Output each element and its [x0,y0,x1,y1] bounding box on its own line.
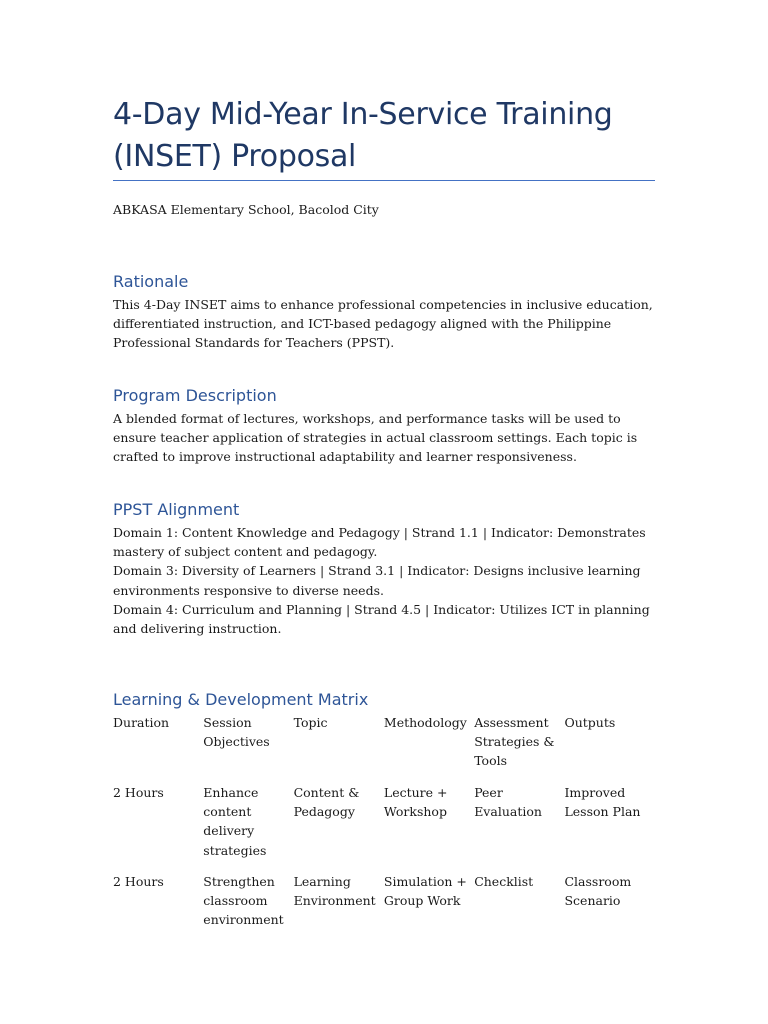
rationale-heading: Rationale [113,272,189,291]
ppst-alignment-heading: PPST Alignment [113,500,240,519]
program-description-heading: Program Description [113,386,277,405]
cell-methodology: Simulation + Group Work [383,874,467,909]
rationale-body: This 4-Day INSET aims to enhance professional competencies in inclusive education, differentiated instruction, and ICT-based pedagogy aligned with the Philippine Professional Standards for Teachers (PPST). [113,297,653,351]
cell-outputs: Classroom Scenario [564,874,632,909]
cell-assessment: Checklist [474,874,534,889]
document-title: 4-Day Mid-Year In-Service Training (INSET) Proposal [113,97,613,174]
cell-topic: Content & Pedagogy [293,785,360,820]
cell-outputs: Improved Lesson Plan [564,785,641,820]
cell-topic: Learning Environment [293,874,376,909]
column-header-topic: Topic [293,715,328,730]
column-header-session-objectives: Session Objectives [203,715,270,750]
ppst-domain-3: Domain 3: Diversity of Learners | Strand 3.1 | Indicator: Designs inclusive learning environments responsive to diverse needs. [113,563,641,598]
cell-session-objectives: Strengthen classroom environment [203,874,284,928]
table-row [113,872,655,930]
table-row [113,783,655,872]
ppst-domain-1: Domain 1: Content Knowledge and Pedagogy | Strand 1.1 | Indicator: Demonstrates mastery of subject content and pedagogy. [113,525,646,560]
program-description-body: A blended format of lectures, workshops, and performance tasks will be used to ensure teacher application of strategies in actual classroom settings. Each topic is crafted to improve instructional adaptability and learner responsiveness. [113,411,638,465]
cell-assessment: Peer Evaluation [474,785,542,820]
title-underline [113,180,655,181]
cell-methodology: Lecture + Workshop [383,785,448,820]
column-header-assessment: Assessment Strategies & Tools [474,715,555,769]
ppst-domain-4: Domain 4: Curriculum and Planning | Strand 4.5 | Indicator: Utilizes ICT in planning and delivering instruction. [113,601,650,637]
matrix-heading: Learning & Development Matrix [113,690,369,709]
column-header-duration: Duration [113,715,170,730]
learning-development-matrix [113,713,655,930]
cell-session-objectives: Enhance content delivery strategies [203,785,267,858]
cell-duration: 2 Hours [113,785,164,800]
column-header-outputs: Outputs [564,715,616,730]
cell-duration: 2 Hours [113,874,164,889]
matrix-header-row [113,713,655,783]
column-header-methodology: Methodology [383,715,467,730]
ppst-alignment-list [113,523,655,638]
school-name: ABKASA Elementary School, Bacolod City [113,202,379,217]
